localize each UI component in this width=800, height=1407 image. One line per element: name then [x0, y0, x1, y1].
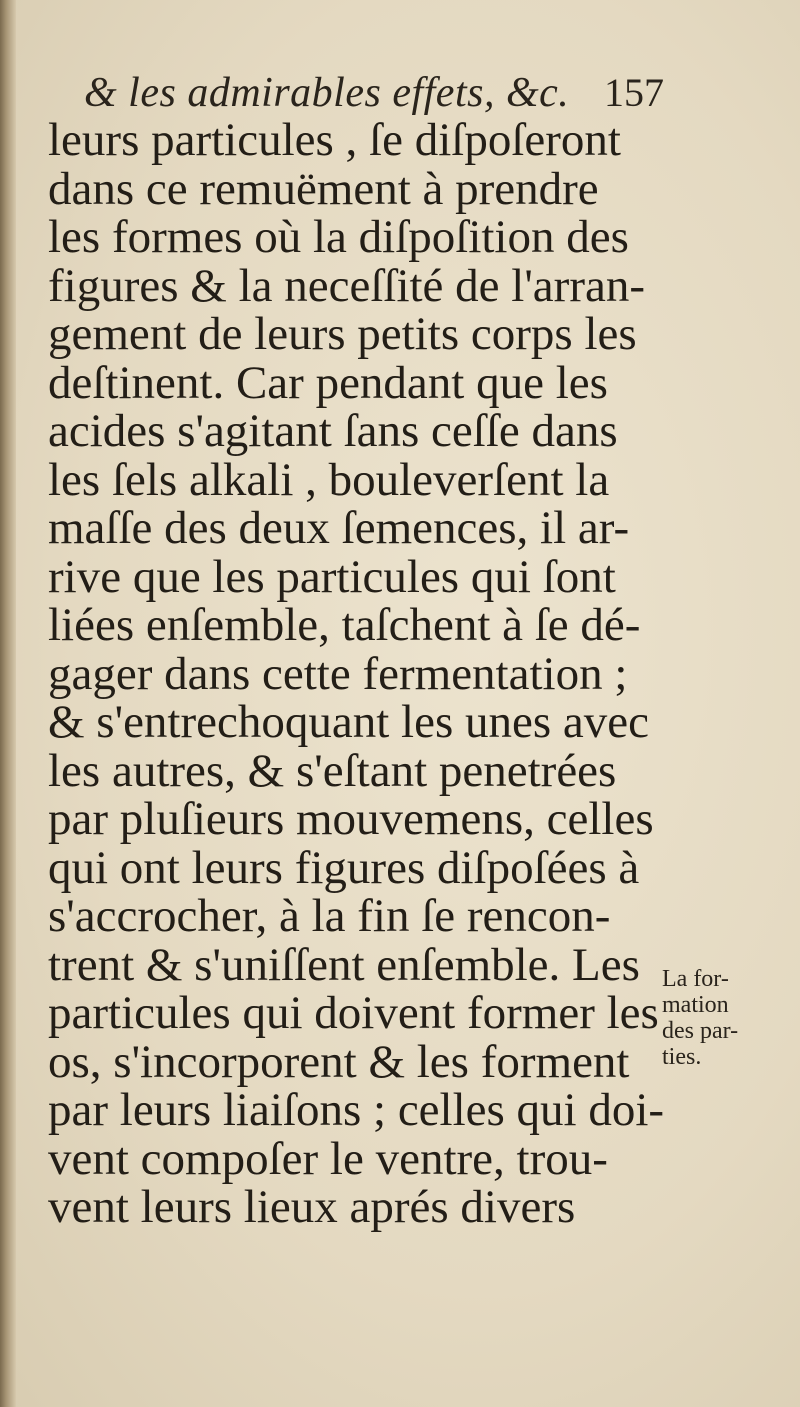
text-line: leurs particules , ſe diſpoſeront: [48, 114, 621, 166]
body-text: [48, 114, 665, 1233]
marginal-note-line: mation: [662, 992, 729, 1018]
text-line: trent & s'uniſſent enſemble. Les: [48, 938, 640, 991]
text-line: rive que les particules qui ſont: [48, 550, 616, 603]
text-line: gager dans cette fermentation ;: [48, 647, 628, 700]
text-line: vent compoſer le ventre, trou-: [48, 1132, 608, 1185]
marginal-note-line: La for-: [662, 966, 729, 992]
text-line: deſtinent. Car pendant que les: [48, 356, 608, 409]
text-line: vent leurs lieux aprés divers: [48, 1181, 576, 1233]
running-title: & les admirables effets, &c.: [84, 70, 570, 116]
text-line: figures & la neceſſité de l'arran-: [48, 259, 645, 312]
text-line: liées enſemble, taſchent à ſe dé-: [48, 599, 641, 651]
text-line: par leurs liaiſons ; celles qui doi-: [48, 1084, 665, 1136]
marginal-note-line: ties.: [662, 1044, 702, 1070]
text-line: les ſels alkali , bouleverſent la: [48, 453, 610, 506]
text-line: maſſe des deux ſemences, il ar-: [48, 502, 630, 554]
page-number: 157: [604, 70, 664, 115]
text-line: & s'entrechoquant les unes avec: [48, 696, 649, 748]
text-line: dans ce remuëment à prendre: [48, 162, 599, 215]
text-line: les autres, & s'eſtant penetrées: [48, 744, 617, 797]
text-line: par pluſieurs mouvemens, celles: [48, 793, 654, 845]
text-line: acides s'agitant ſans ceſſe dans: [48, 405, 618, 457]
text-line: gement de leurs petits corps les: [48, 308, 637, 360]
page-gutter: [0, 0, 16, 1407]
marginal-note-line: des par-: [662, 1018, 739, 1044]
text-line: s'accrocher, à la fin ſe rencon-: [48, 890, 611, 942]
text-line: particules qui doivent former les: [48, 987, 659, 1039]
marginal-note: [662, 966, 792, 1070]
text-line: les formes où la diſpoſition des: [48, 211, 629, 263]
text-line: os, s'incorporent & les forment: [48, 1035, 630, 1088]
text-line: qui ont leurs figures diſpoſées à: [48, 841, 640, 894]
running-header: [84, 68, 664, 118]
